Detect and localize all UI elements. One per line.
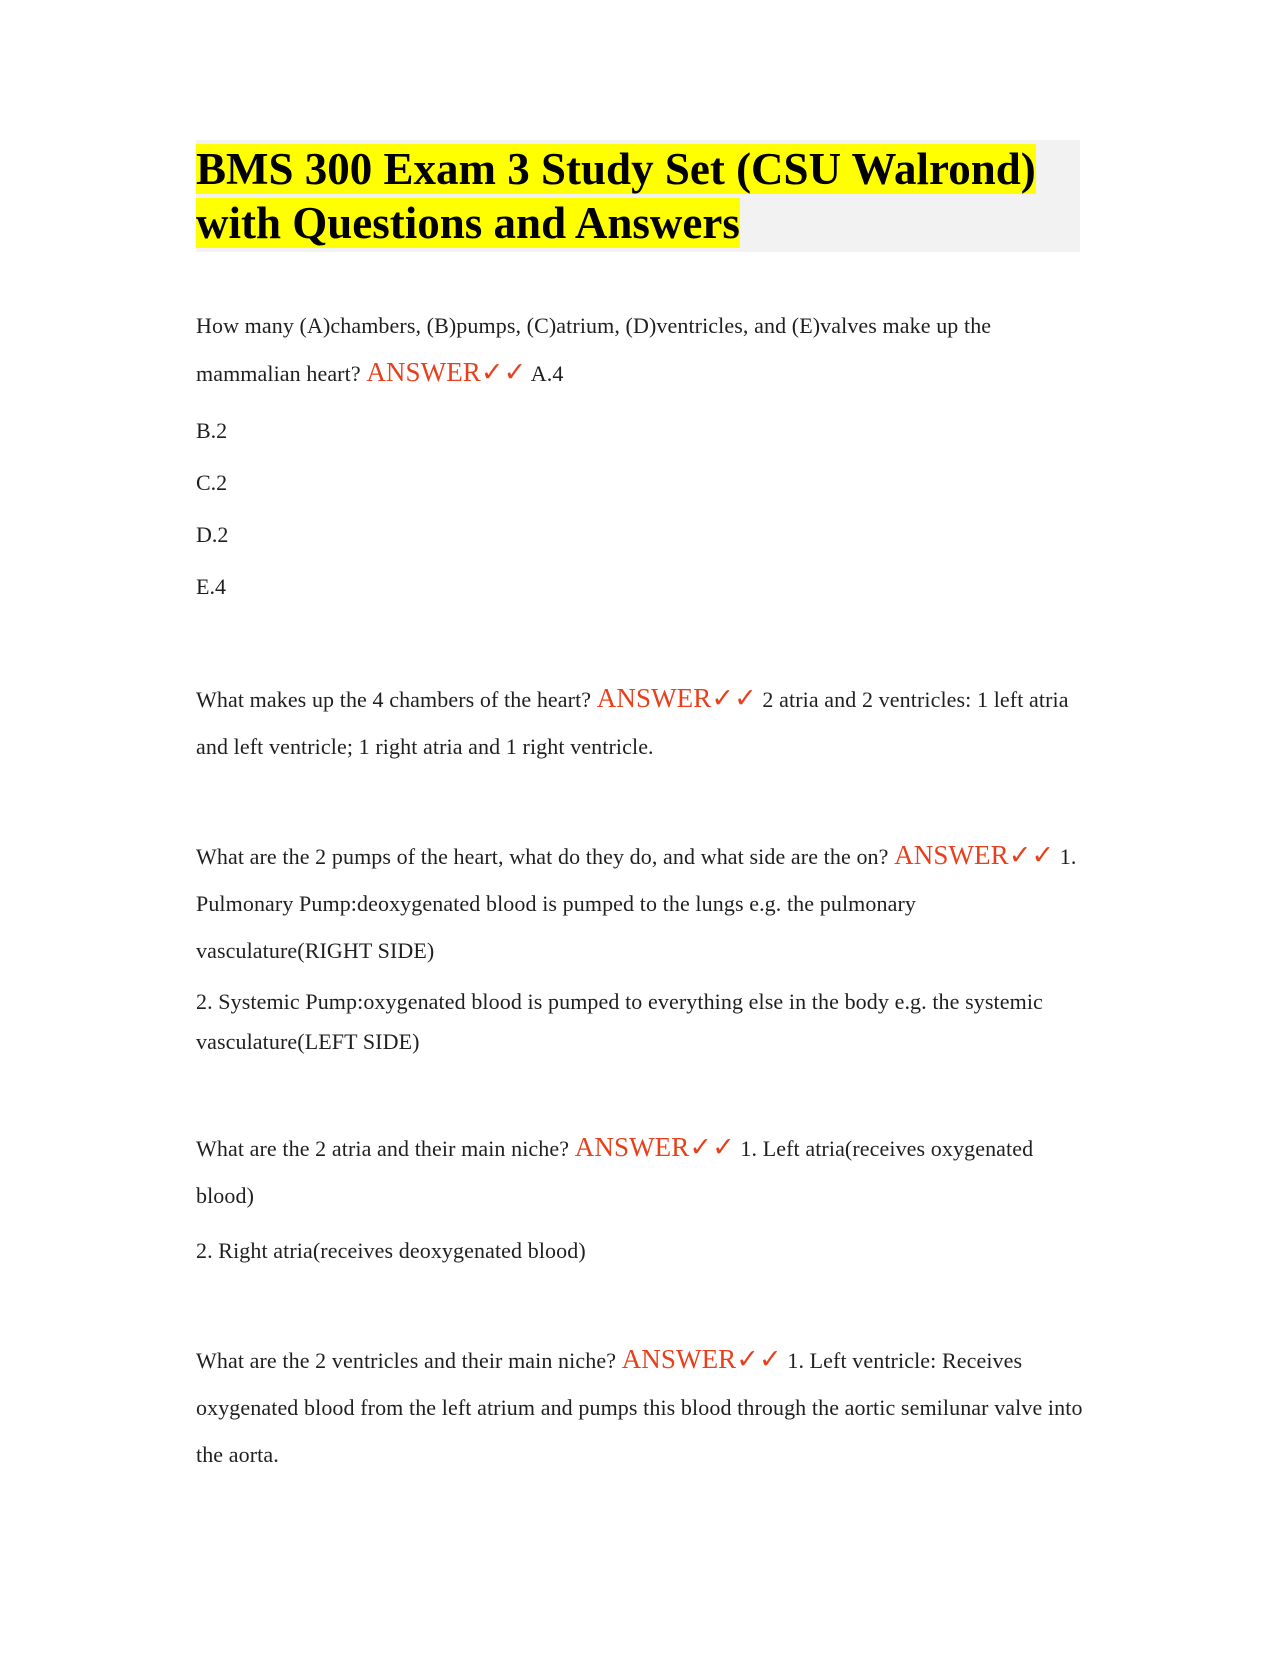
answer-continuation: 2. Right atria(receives deoxygenated blood) bbox=[196, 1238, 586, 1263]
qa-item bbox=[196, 832, 1086, 974]
qa-item bbox=[196, 1124, 1086, 1219]
question-text: What makes up the 4 chambers of the heart? bbox=[196, 687, 592, 712]
title-highlight: BMS 300 Exam 3 Study Set (CSU Walrond) with Questions and Answers bbox=[196, 144, 1036, 248]
title-block bbox=[196, 140, 1080, 252]
answer-label: ANSWER✓✓ bbox=[574, 1132, 735, 1162]
answer-option: B.2 bbox=[196, 418, 228, 443]
answer-label: ANSWER✓✓ bbox=[366, 357, 527, 387]
question-text: What are the 2 atria and their main niche? bbox=[196, 1136, 570, 1161]
answer-continuation: 2. Systemic Pump:oxygenated blood is pumped to everything else in the body e.g. the systemic vasculature(LEFT SIDE) bbox=[196, 989, 1043, 1054]
answer-text: 1. Pulmonary Pump:deoxygenated blood is pumped to the lungs e.g. the pulmonary vasculature(RIGHT SIDE) bbox=[196, 844, 1077, 963]
document-page bbox=[196, 140, 1086, 1478]
answer-label: ANSWER✓✓ bbox=[596, 683, 757, 713]
question-text: What are the 2 ventricles and their main niche? bbox=[196, 1348, 617, 1373]
question-text: How many (A)chambers, (B)pumps, (C)atrium, (D)ventricles, and (E)valves make up the mammalian heart? bbox=[196, 313, 992, 386]
answer-option: D.2 bbox=[196, 522, 229, 547]
question-text: What are the 2 pumps of the heart, what do they do, and what side are the on? bbox=[196, 844, 889, 869]
qa-item bbox=[196, 1336, 1086, 1478]
page-title bbox=[196, 142, 1080, 250]
answer-text: 1. Left atria(receives oxygenated blood) bbox=[196, 1136, 1034, 1208]
qa-item bbox=[196, 675, 1086, 770]
answer-option: E.4 bbox=[196, 574, 226, 599]
answer-option: C.2 bbox=[196, 470, 228, 495]
answer-text: 2 atria and 2 ventricles: 1 left atria and left ventricle; 1 right atria and 1 right ventricle. bbox=[196, 687, 1069, 759]
qa-item bbox=[196, 302, 1086, 397]
answer-text: 1. Left ventricle: Receives oxygenated blood from the left atrium and pumps this blood through the aortic semilunar valve into the aorta. bbox=[196, 1348, 1083, 1467]
answer-label: ANSWER✓✓ bbox=[621, 1344, 782, 1374]
answer-label: ANSWER✓✓ bbox=[894, 840, 1055, 870]
answer-text: A.4 bbox=[530, 361, 564, 386]
